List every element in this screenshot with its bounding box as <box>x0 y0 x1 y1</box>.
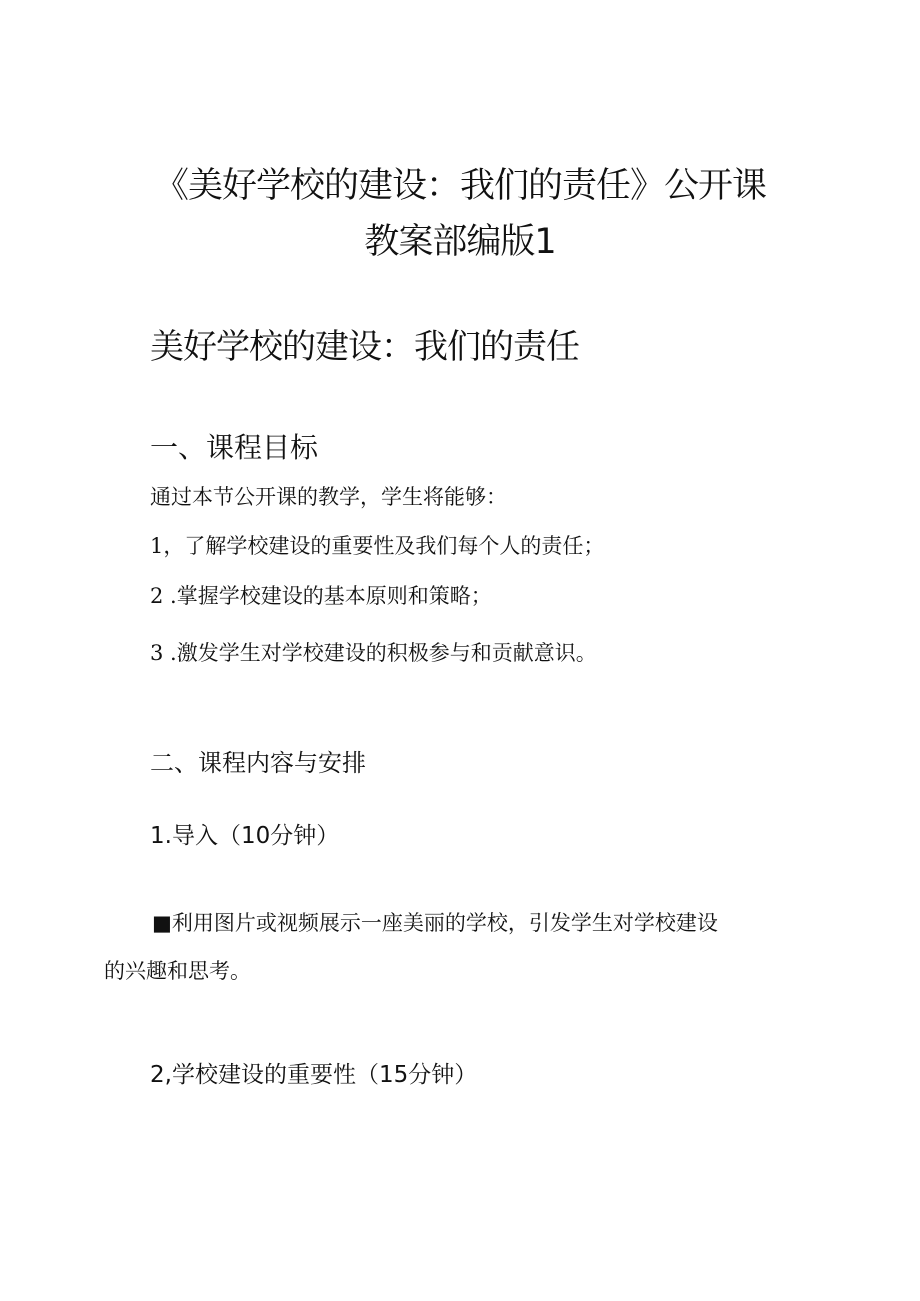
lesson-title: 美好学校的建设：我们的责任 <box>150 327 579 367</box>
objective-item-3: 3 .激发学生对学校建设的积极参与和贡献意识。 <box>150 641 597 665</box>
objective-item-1: 1，了解学校建设的重要性及我们每个人的责任； <box>150 534 605 558</box>
intro-bullet-line2: 的兴趣和思考。 <box>104 959 251 983</box>
document-title-line1: 《美好学校的建设：我们的责任》公开课 <box>153 166 766 206</box>
intro-bullet-line1: ■利用图片或视频展示一座美丽的学校，引发学生对学校建设 <box>152 911 718 935</box>
intro-bullet-paragraph <box>104 899 770 995</box>
objectives-intro: 通过本节公开课的教学，学生将能够： <box>150 485 507 509</box>
part-heading-importance: 2,学校建设的重要性（15分钟） <box>150 1062 478 1088</box>
document-title-line2: 教案部编版1 <box>364 222 556 262</box>
section-heading-objectives: 一、课程目标 <box>150 431 319 464</box>
section-heading-content: 二、课程内容与安排 <box>150 749 366 777</box>
part-heading-intro: 1.导入（10分钟） <box>150 823 340 849</box>
objective-item-2: 2 .掌握学校建设的基本原则和策略； <box>150 584 492 608</box>
